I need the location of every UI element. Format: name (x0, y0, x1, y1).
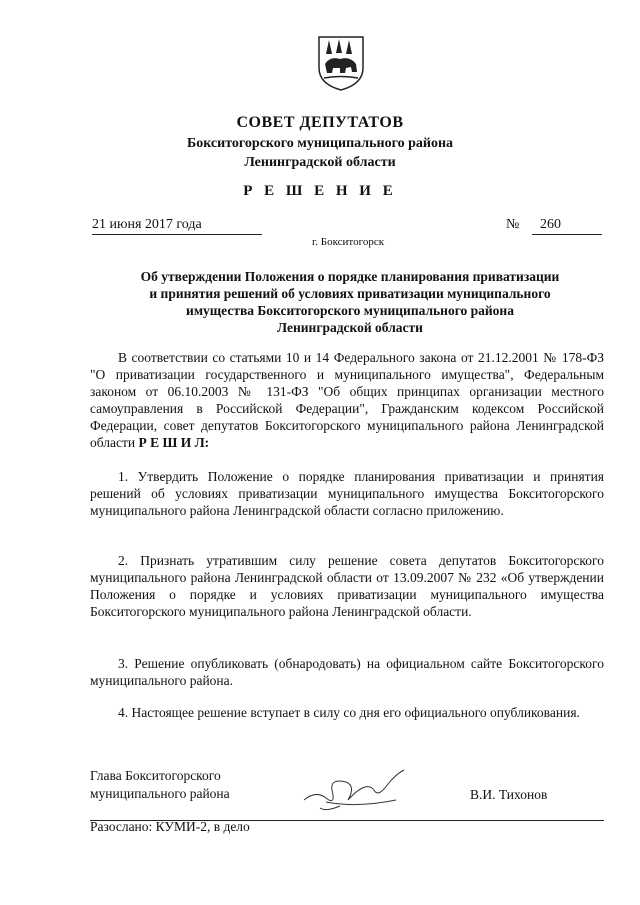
signatory-name: В.И. Тихонов (470, 787, 548, 802)
title-line: имущества Бокситогорского муниципального района (186, 303, 514, 318)
document-type: Р Е Ш Е Н И Е (243, 183, 397, 199)
title-line: Об утверждении Положения о порядке планирования приватизации (140, 269, 560, 284)
decision-number: 260 (540, 217, 561, 232)
distribution-note: Разослано: КУМИ-2, в дело (90, 819, 250, 834)
council-name: СОВЕТ ДЕПУТАТОВ (236, 114, 404, 131)
number-underline (532, 234, 602, 235)
document-title (60, 268, 640, 336)
preamble-paragraph (90, 349, 604, 451)
decision-date: 21 июня 2017 года (92, 217, 202, 232)
preamble-text: В соответствии со статьями 10 и 14 Федерального закона от 21.12.2001 № 178-ФЗ "О приватизации государственного и муниципального имущества", Федеральным законом от 06.10.2003 № 131-ФЗ "Об общих принципах организации местного самоуправления в Российской Федерации", Гражданским кодексом Российской Федерации, совет депутатов Бокситогорского муниципального района Ленинградской области (90, 350, 604, 450)
title-line: и принятия решений об условиях приватизации муниципального (149, 286, 551, 301)
position-line: муниципального района (90, 786, 230, 801)
district-name: Бокситогорского муниципального района (186, 136, 454, 151)
coat-of-arms-icon (316, 34, 366, 92)
city: г. Бокситогорск (312, 236, 385, 248)
number-label: № (506, 217, 520, 232)
clause-2: 2. Признать утратившим силу решение совета депутатов Бокситогорского муниципального района Ленинградской области от 13.09.2007 № 232 «Об утверждении Положения о порядке и условиях приватизации муниципального имущества Бокситогорского муниципального района Ленинградской области. (90, 553, 604, 619)
region-name: Ленинградской области (244, 155, 396, 170)
title-line: Ленинградской области (277, 320, 423, 335)
clause-3: 3. Решение опубликовать (обнародовать) на официальном сайте Бокситогорского муниципального района. (90, 656, 604, 688)
clause-1: 1. Утвердить Положение о порядке планирования приватизации и принятия решений об условиях приватизации муниципального имущества Бокситогорского муниципального района Ленинградской области согласно приложению. (90, 469, 604, 518)
signatory-position (90, 767, 230, 803)
decided-keyword: Р Е Ш И Л: (138, 435, 210, 450)
handwritten-signature (296, 760, 416, 820)
clause-4: 4. Настоящее решение вступает в силу со дня его официального опубликования. (118, 705, 580, 720)
date-underline (92, 234, 262, 235)
position-line: Глава Бокситогорского (90, 768, 221, 783)
